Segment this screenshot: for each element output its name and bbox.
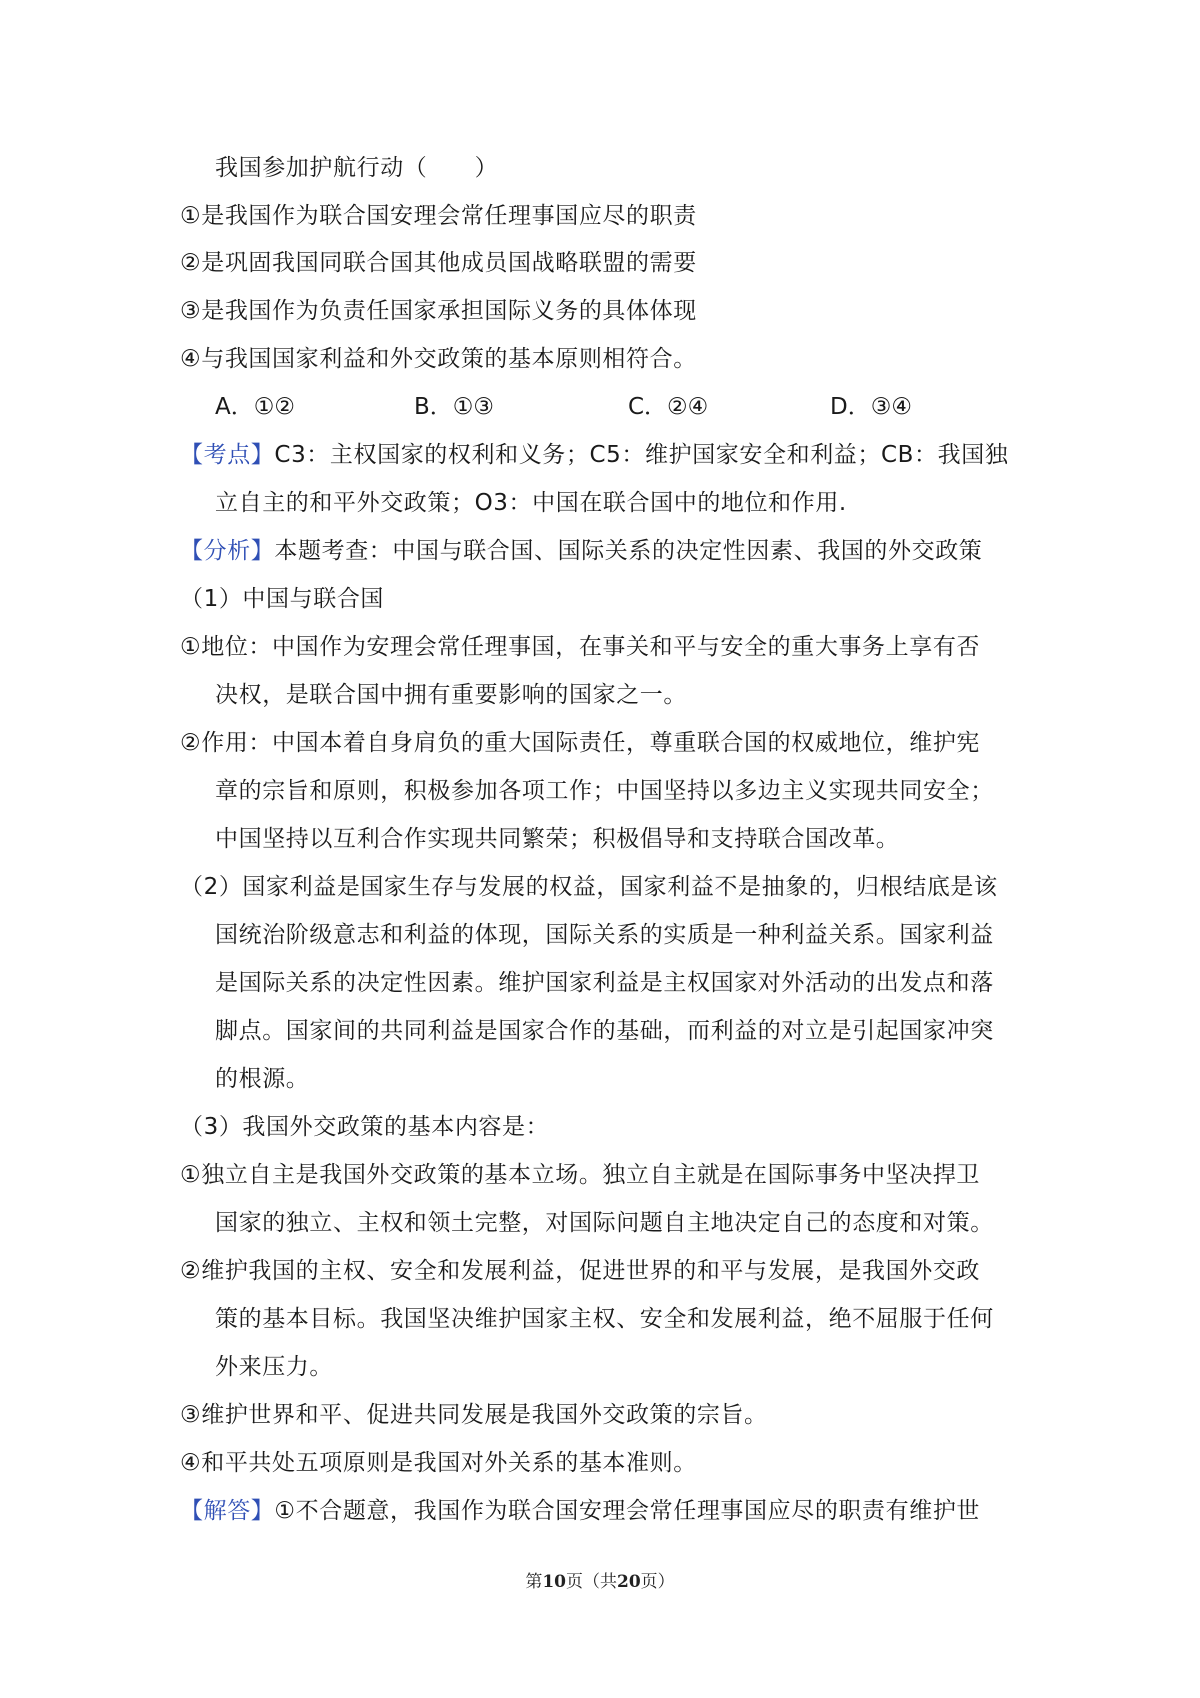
footer-total-pages: 20 [617,1572,641,1592]
fenxi-paragraph-line: ④和平共处五项原则是我国对外关系的基本准则。 [180,1450,697,1476]
fenxi-paragraph-line: （1）中国与联合国 [180,586,385,612]
question-item-3: ③是我国作为负责任国家承担国际义务的具体体现 [180,298,697,324]
fenxi-paragraph-line: （3）我国外交政策的基本内容是： [180,1114,550,1140]
footer-suffix: 页） [640,1572,675,1592]
kaodian-tag: 【考点】 [180,442,275,468]
jieda-tag: 【解答】 [180,1498,275,1524]
fenxi-paragraph-line: ②作用：中国本着自身肩负的重大国际责任，尊重联合国的权威地位，维护宪 [180,730,981,756]
fenxi-tag: 【分析】 [180,538,275,564]
fenxi-paragraph-line: 决权，是联合国中拥有重要影响的国家之一。 [215,682,687,708]
fenxi-paragraph-line: 是国际关系的决定性因素。维护国家利益是主权国家对外活动的出发点和落 [215,970,994,996]
footer-mid: 页（共 [566,1572,617,1592]
footer-prefix: 第 [525,1572,543,1592]
question-stem: 我国参加护航行动（ ） [215,155,499,181]
fenxi-paragraph-line: 国家的独立、主权和领土完整，对国际问题自主地决定自己的态度和对策。 [215,1210,994,1236]
option-a: A．①② [215,394,295,420]
fenxi-line-1 [180,535,982,567]
jieda-text-1: ①不合题意，我国作为联合国安理会常任理事国应尽的职责有维护世 [274,1498,981,1524]
fenxi-paragraph-line: ②维护我国的主权、安全和发展利益，促进世界的和平与发展，是我国外交政 [180,1258,981,1284]
fenxi-paragraph-line: 章的宗旨和原则，积极参加各项工作；中国坚持以多边主义实现共同安全； [215,778,994,804]
kaodian-line-2: 立自主的和平外交政策；O3：中国在联合国中的地位和作用. [215,490,847,516]
fenxi-paragraph-line: 外来压力。 [215,1354,333,1380]
option-d: D．③④ [830,394,912,420]
fenxi-paragraph-line: 策的基本目标。我国坚决维护国家主权、安全和发展利益，绝不屈服于任何 [215,1306,994,1332]
question-item-2: ②是巩固我国同联合国其他成员国战略联盟的需要 [180,250,697,276]
jieda-line-1 [180,1495,980,1527]
fenxi-paragraph-line: ③维护世界和平、促进共同发展是我国外交政策的宗旨。 [180,1402,768,1428]
fenxi-text-1: 本题考查：中国与联合国、国际关系的决定性因素、我国的外交政策 [274,538,983,564]
fenxi-paragraph-line: ①独立自主是我国外交政策的基本立场。独立自主就是在国际事务中坚决捍卫 [180,1162,981,1188]
question-item-1: ①是我国作为联合国安理会常任理事国应尽的职责 [180,203,697,229]
fenxi-paragraph-line: 的根源。 [215,1066,310,1092]
option-c: C．②④ [628,394,709,420]
footer-page-number: 10 [542,1572,566,1592]
kaodian-text-1: C3：主权国家的权利和义务；C5：维护国家安全和利益；CB：我国独 [274,442,1009,468]
page-footer [0,1567,1200,1592]
fenxi-paragraph-line: （2）国家利益是国家生存与发展的权益，国家利益不是抽象的，归根结底是该 [180,874,998,900]
fenxi-paragraph-line: 国统治阶级意志和利益的体现，国际关系的实质是一种利益关系。国家利益 [215,922,994,948]
fenxi-paragraph-line: 脚点。国家间的共同利益是国家合作的基础，而利益的对立是引起国家冲突 [215,1018,994,1044]
kaodian-line-1 [180,439,1008,471]
fenxi-paragraph-line: ①地位：中国作为安理会常任理事国，在事关和平与安全的重大事务上享有否 [180,634,981,660]
option-b: B．①③ [414,394,495,420]
question-item-4: ④与我国国家利益和外交政策的基本原则相符合。 [180,346,697,372]
fenxi-paragraph-line: 中国坚持以互利合作实现共同繁荣；积极倡导和支持联合国改革。 [215,826,900,852]
